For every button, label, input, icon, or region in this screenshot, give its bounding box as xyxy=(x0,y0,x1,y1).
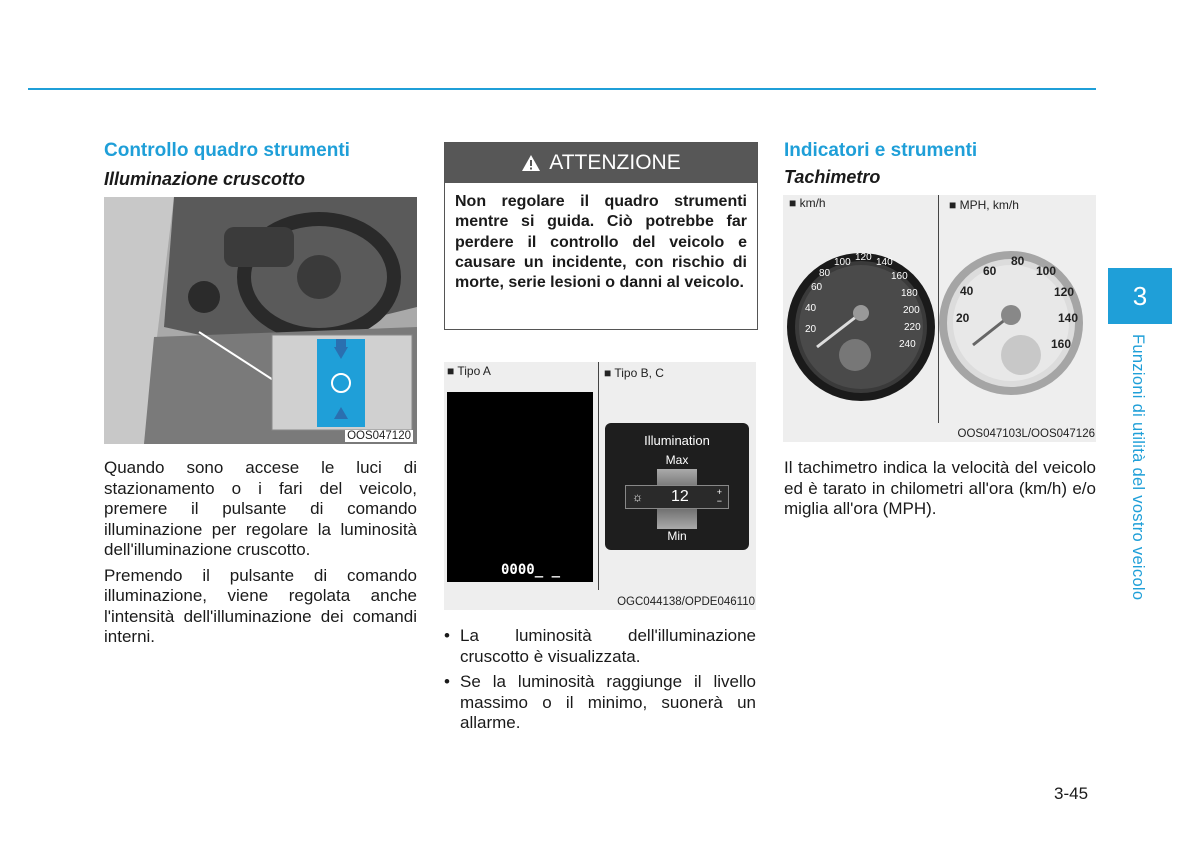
mph-tick-label: 40 xyxy=(960,284,974,298)
figure-code-left: OOS047120 xyxy=(347,430,411,442)
mph-tick-label: 100 xyxy=(1036,264,1057,278)
dashboard-illustration xyxy=(104,197,417,444)
illumination-title: Illumination xyxy=(644,433,710,448)
mph-tick-label: 20 xyxy=(956,311,970,325)
chapter-tab: 3 xyxy=(1108,268,1172,324)
illumination-value: 12 xyxy=(670,488,689,505)
page-number: 3-45 xyxy=(1054,784,1089,803)
speedometer-figure xyxy=(783,195,1096,442)
plus-minus-icon: + − xyxy=(716,487,722,506)
subheading-left: Illuminazione cruscotto xyxy=(104,169,306,189)
middle-bullets xyxy=(444,626,756,739)
kmh-tick-label: 240 xyxy=(899,339,916,350)
tag-tipo-a: ■ Tipo A xyxy=(447,364,491,378)
kmh-tick-label: 140 xyxy=(876,257,893,268)
warning-header xyxy=(445,143,757,183)
warning-title: ATTENZIONE xyxy=(549,151,681,174)
illumination-display-figure xyxy=(444,362,756,610)
warning-text: Non regolare il quadro strumenti mentre si guida. Ciò potrebbe far perdere il controllo del veicolo e causare un incidente, con rischio di morte, serie lesioni o danni al veicolo. xyxy=(455,193,747,292)
kmh-tick-label: 200 xyxy=(903,305,920,316)
kmh-tick-label: 80 xyxy=(819,268,831,279)
mph-tick-label: 60 xyxy=(983,264,997,278)
mph-tick-label: 80 xyxy=(1011,254,1025,268)
mph-tick-label: 160 xyxy=(1051,337,1072,351)
right-body: Il tachimetro indica la velocità del veicolo ed è tarato in chilometri all'ora (km/h) e/o miglia all'ora (MPH). xyxy=(784,458,1096,518)
kmh-tick-label: 220 xyxy=(904,322,921,333)
illumination-min: Min xyxy=(667,529,687,543)
bullet-item-1: • La luminosità dell'illuminazione cruscotto è visualizzata. xyxy=(444,626,756,667)
section-heading-right: Indicatori e strumenti xyxy=(784,140,978,161)
kmh-tick-label: 20 xyxy=(805,324,817,335)
tag-mph: ■ MPH, km/h xyxy=(949,198,1019,212)
figure-code-middle: OGC044138/OPDE046110 xyxy=(617,596,755,608)
section-heading-left: Controllo quadro strumenti xyxy=(104,140,350,161)
tag-tipo-bc: ■ Tipo B, C xyxy=(604,366,664,380)
kmh-tick-label: 40 xyxy=(805,303,817,314)
figure-code-right: OOS047103L/OOS047126 xyxy=(957,428,1095,440)
kmh-tick-label: 160 xyxy=(891,271,908,282)
figure-divider xyxy=(598,362,599,590)
kmh-tick-label: 60 xyxy=(811,282,823,293)
mph-tick-label: 120 xyxy=(1054,285,1075,299)
bullet-item-2: • Se la luminosità raggiunge il livello massimo o il minimo, suonerà un allarme. xyxy=(444,672,756,734)
kmh-tick-label: 100 xyxy=(834,257,851,268)
display-tipo-bc xyxy=(605,423,749,550)
left-paragraph-1: Quando sono accese le luci di stazionamento o i fari del veicolo, premere il pulsante di comando illuminazione per regolare la luminosità dell'illuminazione cruscotto. xyxy=(104,458,417,559)
display-tipo-a xyxy=(447,392,593,582)
warning-box xyxy=(444,142,758,330)
chapter-title-vertical: Funzioni di utilità del vostro veicolo xyxy=(1129,334,1147,601)
speedometer-gauges xyxy=(783,195,1096,442)
illumination-value-row xyxy=(625,485,729,509)
tag-kmh: ■ km/h xyxy=(789,196,826,210)
warning-triangle-icon xyxy=(521,154,541,172)
left-paragraph-2: Premendo il pulsante di comando illuminazione, viene regolata anche l'intensità dell'illuminazione dei comandi interni. xyxy=(104,565,417,646)
illumination-max: Max xyxy=(665,453,689,467)
odometer-readout: 0000_ _ xyxy=(501,562,561,578)
subheading-right: Tachimetro xyxy=(784,167,881,187)
top-rule xyxy=(28,88,1096,90)
mph-tick-label: 140 xyxy=(1058,311,1079,325)
kmh-tick-label: 120 xyxy=(855,252,872,263)
brightness-icon: ☼ xyxy=(632,490,643,504)
dashboard-photo xyxy=(104,197,417,444)
kmh-tick-label: 180 xyxy=(901,288,918,299)
left-body xyxy=(104,458,417,653)
